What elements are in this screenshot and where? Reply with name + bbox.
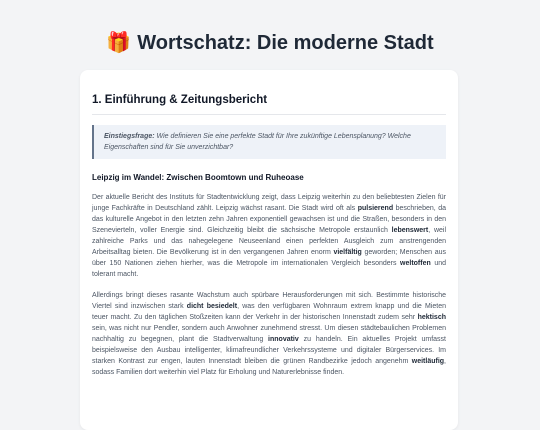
para1-text-4: geworden; Menschen aus über 150 Nationen ziehen hierher, was die Metropole im internationalen Vergleich besonders [92,249,446,267]
vocab-word: weltoffen [400,260,431,267]
para2-text-4: zu handeln. Ein aktuelles Projekt umfasst beispielsweise den Ausbau intelligenter, klimafreundlicher Verkehrssysteme und digitaler Bürgerservices. Im starken Kontrast zur engen, lauten Innenstadt bleiben die grünen Randbezirke jedoch angenehm [92,336,446,365]
page-title [0,30,540,55]
vocab-word: hektisch [417,314,446,321]
para1-text-1: Der aktuelle Bericht des Instituts für Stadtentwicklung zeigt, dass Leipzig weiterhin zu den beliebtesten Zielen für junge Fachkräfte in Deutschland zählt. Leipzig wächst rasant. Die Stadt wird oft als [92,194,446,212]
vocab-word: innovativ [268,336,299,343]
para1-text-2: beschrieben, da das kulturelle Angebot in den letzten zehn Jahren exponentiell gewachsen ist und die Straßen, besonders in den Szenevierteln, voller Energie sind. Gleichzeitig bleibt die sächsische Metropole erstaunlich [92,205,446,234]
section-title: 1. Einführung & Zeitungsbericht [92,94,446,115]
callout-label: Einstiegsfrage: [104,133,155,140]
article-paragraph-2 [92,290,446,378]
para2-text-5: , sodass Familien dort weiterhin viel Platz für Erholung und Naturerlebnisse finden. [92,358,446,376]
content-card [80,70,458,430]
callout-text: Wie definieren Sie eine perfekte Stadt für Ihre zukünftige Lebensplanung? Welche Eigenschaften sind für Sie unverzichtbar? [104,133,411,151]
vocab-word: dicht besiedelt [186,303,238,310]
para2-text-3: sein, was nicht nur Pendler, sondern auch Anwohner zunehmend stresst. Um diesen städtebaulichen Problemen nachhaltig zu begegnen, plant die Stadtverwaltung [92,325,446,343]
para1-text-5: und tolerant macht. [92,260,446,278]
vocab-word: vielfältig [333,249,362,256]
page-title-text: Wortschatz: Die moderne Stadt [137,32,434,54]
vocab-word: lebenswert [391,227,429,234]
article-heading: Leipzig im Wandel: Zwischen Boomtown und Ruheoase [92,173,304,182]
para2-text-2: , was den verfügbaren Wohnraum extrem knapp und die Mieten teuer macht. Zu den täglichen Stoßzeiten kann der Verkehr in der historischen Innenstadt zudem sehr [92,303,446,321]
article-paragraph-1 [92,192,446,280]
para1-text-3: , weil zahlreiche Parks und das nahegelegene Neuseenland einen perfekten Ausgleich zum anstrengenden Arbeitsalltag bieten. Die Bevölkerung ist in den vergangenen Jahren enorm [92,227,446,256]
para2-text-1: Allerdings bringt dieses rasante Wachstum auch spürbare Herausforderungen mit sich. Bestimmte historische Viertel sind inzwischen stark [92,292,446,310]
vocab-word: pulsierend [357,205,394,212]
vocab-word: weitläufig [411,358,445,365]
gift-icon: 🎁 [106,32,132,54]
intro-question-callout [92,125,446,159]
